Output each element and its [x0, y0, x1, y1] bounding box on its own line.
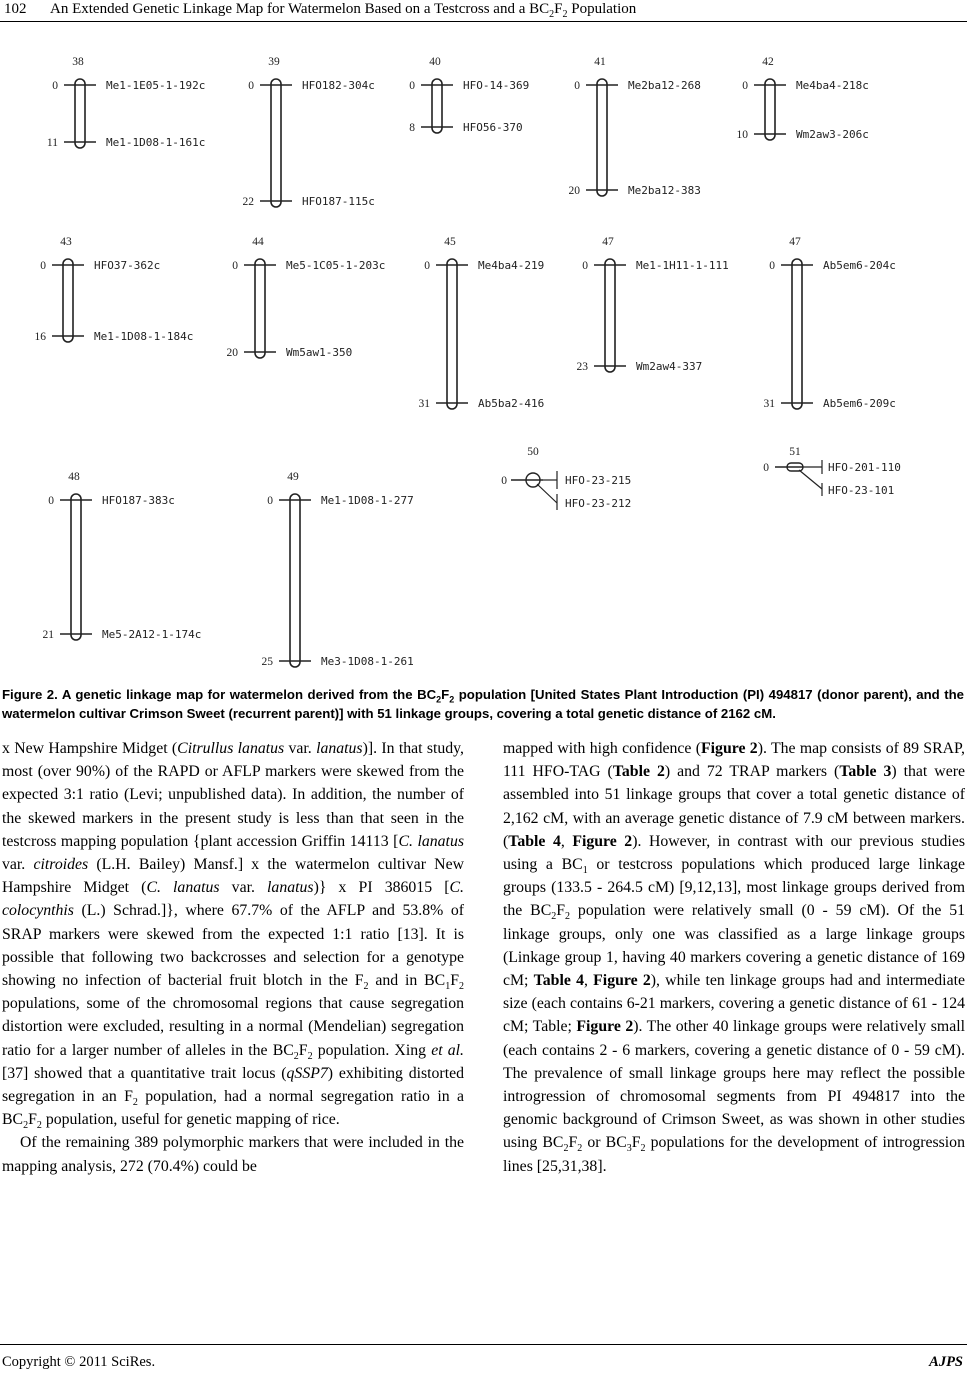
- marker-name: HFO-23-212: [565, 497, 632, 510]
- marker-name: Me5-2A12-1-174c: [102, 628, 202, 641]
- paragraph: Of the remaining 389 polymorphic markers that were included in the mapping analysis, 272 (70.4%) could be: [2, 1134, 464, 1175]
- figure-ref: Figure 2: [593, 972, 651, 990]
- marker-name: HFO-23-101: [828, 484, 895, 497]
- marker-position: 0: [582, 260, 588, 272]
- linkage-map-figure: [0, 0, 967, 680]
- journal-name: AJPS: [929, 1354, 963, 1370]
- marker-position: 31: [763, 398, 775, 410]
- marker-name: Me1-1D08-1-277: [321, 494, 414, 507]
- table-ref: Table 4: [533, 972, 584, 990]
- linkage-group-id: 40: [429, 56, 441, 68]
- marker-name: Me1-1E05-1-192c: [106, 79, 206, 92]
- marker-name: Me4ba4-219: [478, 259, 545, 272]
- marker-position: 0: [248, 80, 254, 92]
- marker-position: 22: [242, 196, 254, 208]
- marker-position: 0: [52, 80, 58, 92]
- chromosome-bar: [597, 79, 607, 196]
- marker-position: 0: [40, 260, 46, 272]
- linkage-group-id: 42: [762, 56, 774, 68]
- chromosome-bar: [255, 259, 265, 358]
- table-ref: Table 2: [612, 763, 665, 781]
- linkage-group-id: 49: [287, 471, 299, 483]
- paragraph: x New Hampshire Midget (Citrullus lanatus var. lanatus)]. In that study, most (over 90%) of the RAPD or AFLP markers were skewed from the expected 3:1 ratio (Levi; unpublished data). In addition, the number of the skewed markers in the present study is less than that seen in the testcross mapping population {plant accession Griffin 14113 [C. lanatus var. citroides (L.H. Bailey) Mansf.] x the watermelon cultivar New Hampshire Midget (C. lanatus var. lanatus)} x PI 386015 [C. colocynthis (L.) Schrad.]}, where 67.7% of the AFLP and 53.8% of SRAP markers were skewed from the expected 1:1 ratio [13]. It is possible that following two backcrosses and selection for a genotype showing no infection of bacterial fruit blotch in the $F_2$ and in $BC_1F_2$ populations, some of the chromosomal regions that cause segregation distortion were excluded, resulting in a normal (Mendelian) segregation ratio for a larger number of alleles in the $BC_2F_2$ population. Xing et al. [37] showed that a quantitative trait locus (qSSP7) exhibiting distorted segregation in an $F_2$ population, had a normal segregation ratio in a $BC_2F_2$ population, useful for genetic mapping of rice.: [2, 740, 465, 1132]
- chromosome-bar: [432, 79, 442, 133]
- linkage-group-id: 47: [789, 236, 801, 248]
- marker-position: 31: [418, 398, 430, 410]
- linkage-group-id: 51: [789, 446, 801, 458]
- linkage-group-id: 41: [594, 56, 606, 68]
- linkage-group-id: 44: [252, 236, 264, 248]
- marker-position: 0: [48, 495, 54, 507]
- footer-rule: [0, 1344, 967, 1345]
- marker-name: Ab5ba2-416: [478, 397, 545, 410]
- marker-name: HFO187-115c: [302, 195, 375, 208]
- chromosome-bar: [605, 259, 615, 372]
- marker-position: 0: [409, 80, 415, 92]
- page-number: 102: [4, 1, 27, 17]
- linkage-group-id: 50: [527, 446, 539, 458]
- linkage-group-id: 47: [602, 236, 614, 248]
- chromosome-bar: [765, 79, 775, 140]
- marker-name: HFO182-304c: [302, 79, 375, 92]
- linkage-group-id: 39: [268, 56, 280, 68]
- chromosome-bar: [792, 259, 802, 409]
- chromosome-bar: [71, 494, 81, 640]
- marker-position: 8: [409, 122, 415, 134]
- marker-connector: [537, 484, 557, 503]
- marker-name: Wm2aw3-206c: [796, 128, 869, 141]
- table-ref: Table 4: [508, 832, 561, 850]
- figure-ref: Figure 2: [572, 832, 633, 850]
- marker-position: 16: [34, 331, 46, 343]
- marker-position: 0: [424, 260, 430, 272]
- chromosome-bar: [447, 259, 457, 409]
- marker-position: 23: [576, 361, 588, 373]
- marker-position: 0: [232, 260, 238, 272]
- marker-name: HFO-23-215: [565, 474, 632, 487]
- marker-position: 0: [267, 495, 273, 507]
- running-title: An Extended Genetic Linkage Map for Watermelon Based on a Testcross and a $BC_2F_2$ Population: [50, 1, 637, 20]
- marker-name: Ab5em6-204c: [823, 259, 896, 272]
- marker-position: 11: [46, 137, 58, 149]
- figure-caption: Figure 2. A genetic linkage map for watermelon derived from the $BC_2F_2$ population [United States Plant Introduction (PI) 494817 (donor parent), and the watermelon cultivar Crimson Sweet (recurrent parent)] with 51 linkage groups, covering a total genetic distance of 2162 cM.: [2, 687, 965, 721]
- marker-position: 10: [736, 129, 748, 141]
- marker-position: 21: [42, 629, 54, 641]
- marker-position: 0: [769, 260, 775, 272]
- marker-position: 20: [226, 347, 238, 359]
- marker-name: Wm5aw1-350: [286, 346, 353, 359]
- linkage-group-id: 43: [60, 236, 72, 248]
- marker-name: HFO37-362c: [94, 259, 161, 272]
- marker-name: HFO187-383c: [102, 494, 175, 507]
- marker-position: 0: [763, 462, 769, 474]
- marker-position: 25: [261, 656, 273, 668]
- marker-position: 0: [742, 80, 748, 92]
- marker-name: Me5-1C05-1-203c: [286, 259, 386, 272]
- marker-name: Me3-1D08-1-261: [321, 655, 414, 668]
- marker-name: HFO-14-369: [463, 79, 530, 92]
- marker-connector: [799, 470, 822, 489]
- marker-name: Me1-1D08-1-161c: [106, 136, 206, 149]
- linkage-group-id: 45: [444, 236, 456, 248]
- linkage-group-id: 38: [72, 56, 84, 68]
- marker-name: Ab5em6-209c: [823, 397, 896, 410]
- marker-name: Me1-1D08-1-184c: [94, 330, 194, 343]
- marker-name: Me1-1H11-1-111: [636, 259, 729, 272]
- body-column-right: [503, 737, 965, 1178]
- chromosome-bar: [290, 494, 300, 667]
- chromosome-bar: [75, 79, 85, 148]
- chromosome-bar: [271, 79, 281, 207]
- figure-ref: Figure 2: [701, 740, 758, 757]
- marker-name: HFO-201-110: [828, 461, 901, 474]
- linkage-group-id: 48: [68, 471, 80, 483]
- marker-position: 20: [568, 185, 580, 197]
- marker-position: 0: [501, 475, 507, 487]
- marker-name: Me4ba4-218c: [796, 79, 869, 92]
- marker-position: 0: [574, 80, 580, 92]
- marker-name: Me2ba12-268: [628, 79, 701, 92]
- marker-name: Me2ba12-383: [628, 184, 701, 197]
- table-ref: Table 3: [839, 763, 892, 781]
- body-column-left: [2, 737, 464, 1178]
- chromosome-bar: [63, 259, 73, 342]
- figure-ref: Figure 2: [576, 1018, 634, 1036]
- paragraph: mapped with high confidence (Figure 2). The map consists of 89 SRAP, 111 HFO-TAG (Table 2) and 72 TRAP markers (Table 3) that were assembled into 51 linkage groups that cover a total genetic distance of 2,162 cM, with an average genetic distance of 7.9 cM between markers. (Table 4, Figure 2). However, in contrast with our previous studies using a $BC_1$ or testcross populations which produced large linkage groups (133.5 - 264.5 cM) [9,12,13], most linkage groups derived from the $BC_2F_2$ population were relatively small (0 - 59 cM). Of the 51 linkage groups, only one was classified as a large linkage groups (Linkage group 1, having 40 markers covering a genetic distance of 169 cM; Table 4, Figure 2), while ten linkage groups had and intermediate size (each contains 6-21 markers, covering a genetic distance of 61 - 124 cM; Table; Figure 2). The other 40 linkage groups were relatively small (each contains 2 - 6 markers, covering a genetic distance of 0 - 59 cM). The prevalence of small linkage groups here may reflect the possible introgression of chromosomal segments from PI 494817 into the genomic background of Crimson Sweet, as was shown in other studies using $BC_2F_2$ or $BC_3F_2$ populations for the development of introgression lines [25,31,38].: [503, 740, 966, 1175]
- copyright: Copyright © 2011 SciRes.: [2, 1354, 156, 1370]
- marker-name: HFO56-370: [463, 121, 523, 134]
- marker-name: Wm2aw4-337: [636, 360, 703, 373]
